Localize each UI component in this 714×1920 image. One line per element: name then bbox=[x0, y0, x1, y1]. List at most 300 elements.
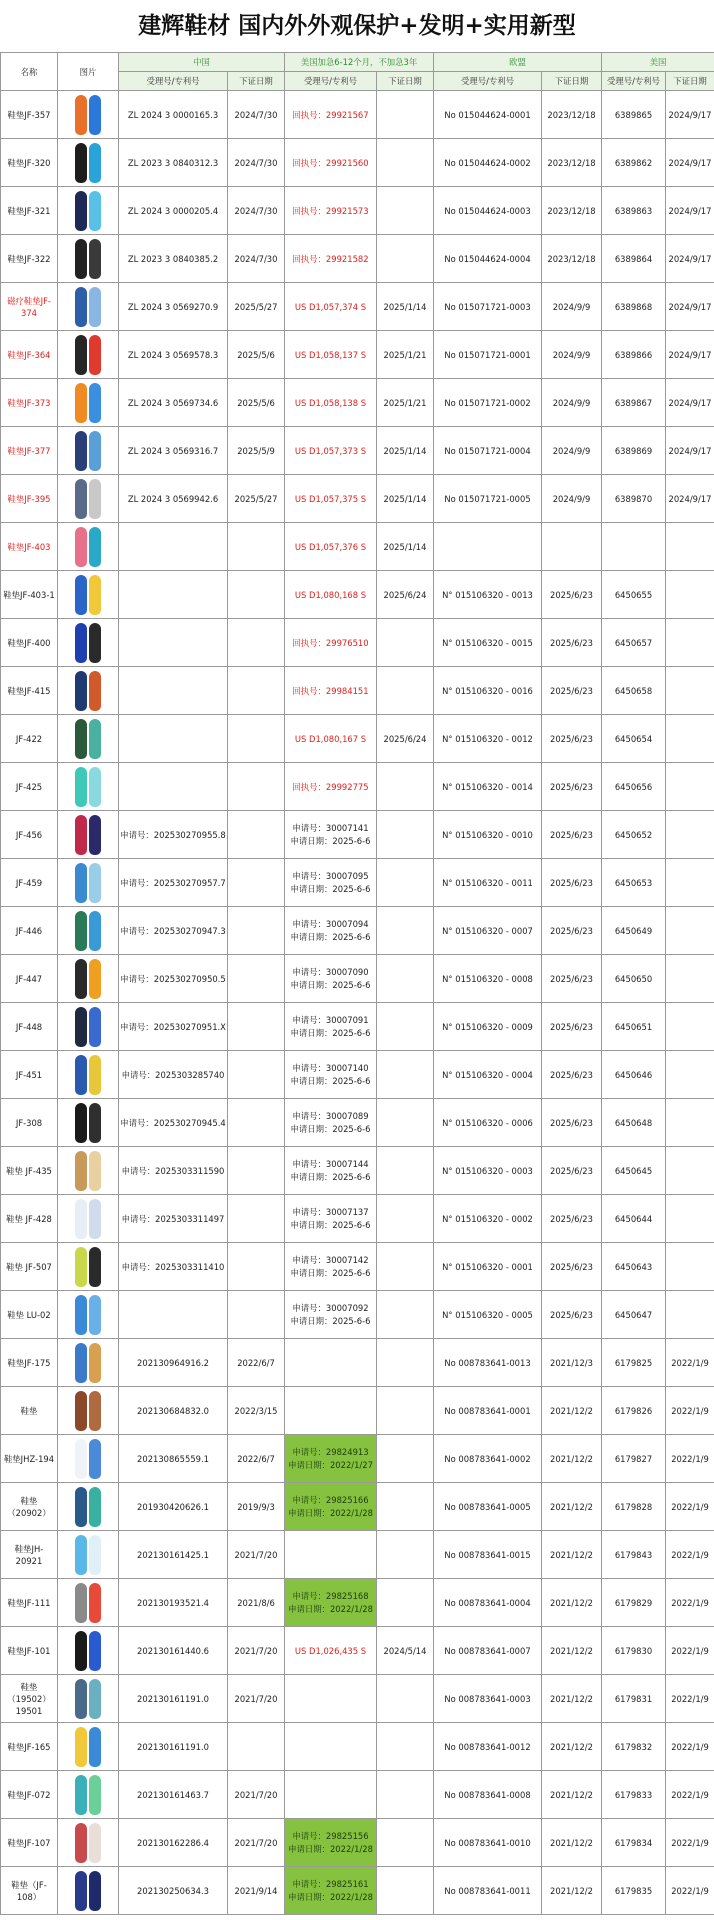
us-application-number: 申请号：30007144 bbox=[292, 1158, 369, 1169]
insole-left bbox=[75, 575, 87, 615]
insole-right bbox=[89, 1871, 101, 1911]
insole-right bbox=[89, 863, 101, 903]
cn-date: 2025/5/27 bbox=[228, 475, 285, 523]
eu-date: 2025/6/23 bbox=[542, 1243, 602, 1291]
us-expedited-number: 回执号：29921560 bbox=[285, 139, 377, 187]
cn-number: 申请号：202530270957.7 bbox=[119, 859, 228, 907]
us-expedited-number: 回执号：29984151 bbox=[285, 667, 377, 715]
cn-date bbox=[228, 811, 285, 859]
cn-date: 2021/8/6 bbox=[228, 1579, 285, 1627]
insole-right bbox=[89, 1343, 101, 1383]
product-name: 鞋垫JF-322 bbox=[1, 235, 58, 283]
us-expedited-date bbox=[377, 1339, 434, 1387]
us-number: 6389867 bbox=[602, 379, 666, 427]
us-expedited-date: 2024/5/14 bbox=[377, 1627, 434, 1675]
eu-number: No 015071721-0001 bbox=[434, 331, 542, 379]
group-us-expedited: 美国加急6-12个月，不加急3年 bbox=[285, 53, 434, 72]
insole-image bbox=[67, 717, 109, 761]
cn-number: ZL 2024 3 0569578.3 bbox=[119, 331, 228, 379]
table-body bbox=[1, 91, 714, 1915]
table-row bbox=[1, 1339, 714, 1387]
insole-right bbox=[89, 527, 101, 567]
eu-number: N° 015106320 - 0014 bbox=[434, 763, 542, 811]
insole-left bbox=[75, 1775, 87, 1815]
cn-number: 202130684832.0 bbox=[119, 1387, 228, 1435]
insole-left bbox=[75, 815, 87, 855]
eu-number: N° 015106320 - 0009 bbox=[434, 1003, 542, 1051]
us-application-number: 申请号：30007095 bbox=[292, 870, 369, 881]
us-application-number: 申请号：30007092 bbox=[292, 1302, 369, 1313]
table-row bbox=[1, 427, 714, 475]
insole-left bbox=[75, 671, 87, 711]
product-image bbox=[58, 715, 119, 763]
insole-image bbox=[67, 525, 109, 569]
eu-date: 2021/12/2 bbox=[542, 1579, 602, 1627]
us-expedited-number bbox=[285, 1003, 377, 1051]
cn-date bbox=[228, 763, 285, 811]
us-expedited-date: 2025/1/14 bbox=[377, 427, 434, 475]
eu-number: No 015044624-0003 bbox=[434, 187, 542, 235]
table-row bbox=[1, 187, 714, 235]
us-application-date: 申请日期：2022/1/27 bbox=[288, 1459, 373, 1470]
insole-right bbox=[89, 815, 101, 855]
us-number: 6179828 bbox=[602, 1483, 666, 1531]
us-expedited-date bbox=[377, 1579, 434, 1627]
eu-number: No 015071721-0004 bbox=[434, 427, 542, 475]
us-expedited-number: US D1,057,376 S bbox=[285, 523, 377, 571]
table-row bbox=[1, 955, 714, 1003]
insole-image bbox=[67, 1101, 109, 1145]
eu-date: 2025/6/23 bbox=[542, 715, 602, 763]
table-row bbox=[1, 1387, 714, 1435]
us-expedited-date bbox=[377, 91, 434, 139]
cn-date bbox=[228, 955, 285, 1003]
product-name: 鞋垫JF-321 bbox=[1, 187, 58, 235]
insole-right bbox=[89, 1631, 101, 1671]
insole-image bbox=[67, 1869, 109, 1913]
eu-date: 2021/12/2 bbox=[542, 1819, 602, 1867]
us-application-number: 申请号：30007137 bbox=[292, 1206, 369, 1217]
patent-table bbox=[0, 52, 714, 1915]
insole-left bbox=[75, 383, 87, 423]
us-date bbox=[666, 763, 714, 811]
cn-date bbox=[228, 1723, 285, 1771]
table-row bbox=[1, 1099, 714, 1147]
eu-date: 2025/6/23 bbox=[542, 955, 602, 1003]
us-number: 6179831 bbox=[602, 1675, 666, 1723]
cn-date: 2025/5/6 bbox=[228, 379, 285, 427]
insole-image bbox=[67, 1725, 109, 1769]
us-expedited-date bbox=[377, 1099, 434, 1147]
eu-date: 2025/6/23 bbox=[542, 1195, 602, 1243]
cn-number: ZL 2024 3 0569734.6 bbox=[119, 379, 228, 427]
cn-date: 2021/7/20 bbox=[228, 1771, 285, 1819]
us-expedited-date bbox=[377, 1003, 434, 1051]
us-number: 6450650 bbox=[602, 955, 666, 1003]
us-number: 6389865 bbox=[602, 91, 666, 139]
us-date: 2024/9/17 bbox=[666, 235, 714, 283]
insole-right bbox=[89, 287, 101, 327]
cn-date bbox=[228, 907, 285, 955]
product-image bbox=[58, 1531, 119, 1579]
us-expedited-number: 回执号：29992775 bbox=[285, 763, 377, 811]
product-name: 鞋垫（JF-108） bbox=[1, 1867, 58, 1915]
product-name: JF-456 bbox=[1, 811, 58, 859]
insole-right bbox=[89, 1535, 101, 1575]
insole-right bbox=[89, 383, 101, 423]
eu-number: N° 015106320 - 0015 bbox=[434, 619, 542, 667]
cn-date: 2025/5/27 bbox=[228, 283, 285, 331]
table-row bbox=[1, 331, 714, 379]
eu-date: 2025/6/23 bbox=[542, 1147, 602, 1195]
cn-number: 202130162286.4 bbox=[119, 1819, 228, 1867]
us-expedited-date bbox=[377, 235, 434, 283]
us-number: 6389866 bbox=[602, 331, 666, 379]
eu-number: N° 015106320 - 0002 bbox=[434, 1195, 542, 1243]
eu-date: 2021/12/2 bbox=[542, 1723, 602, 1771]
us-application-number: 申请号：29825161 bbox=[292, 1878, 369, 1889]
us-date: 2022/1/9 bbox=[666, 1339, 714, 1387]
us-number: 6450657 bbox=[602, 619, 666, 667]
product-name: 鞋垫（19502）19501 bbox=[1, 1675, 58, 1723]
table-row bbox=[1, 379, 714, 427]
us-expedited-number bbox=[285, 1819, 377, 1867]
insole-image bbox=[67, 957, 109, 1001]
insole-left bbox=[75, 287, 87, 327]
eu-number: No 015071721-0005 bbox=[434, 475, 542, 523]
us-expedited-date bbox=[377, 1675, 434, 1723]
cn-date: 2025/5/6 bbox=[228, 331, 285, 379]
insole-right bbox=[89, 1055, 101, 1095]
insole-image bbox=[67, 1437, 109, 1481]
us-date bbox=[666, 907, 714, 955]
product-image bbox=[58, 235, 119, 283]
us-application-date: 申请日期：2025-6-6 bbox=[290, 1075, 371, 1086]
us-expedited-number bbox=[285, 1867, 377, 1915]
us-number: 6450647 bbox=[602, 1291, 666, 1339]
insole-image bbox=[67, 1293, 109, 1337]
insole-left bbox=[75, 1247, 87, 1287]
product-name: 鞋垫JF-364 bbox=[1, 331, 58, 379]
cn-date: 2025/5/9 bbox=[228, 427, 285, 475]
product-image bbox=[58, 1675, 119, 1723]
insole-image bbox=[67, 1677, 109, 1721]
product-image bbox=[58, 139, 119, 187]
product-image bbox=[58, 763, 119, 811]
us-date bbox=[666, 1099, 714, 1147]
eu-number: No 015071721-0002 bbox=[434, 379, 542, 427]
insole-left bbox=[75, 911, 87, 951]
us-number: 6389863 bbox=[602, 187, 666, 235]
us-number: 6450643 bbox=[602, 1243, 666, 1291]
eu-date: 2025/6/23 bbox=[542, 811, 602, 859]
cn-date bbox=[228, 1243, 285, 1291]
insole-right bbox=[89, 1391, 101, 1431]
table-row bbox=[1, 1771, 714, 1819]
product-name: 鞋垫JHZ-194 bbox=[1, 1435, 58, 1483]
us-number: 6450652 bbox=[602, 811, 666, 859]
us-expedited-number: US D1,057,373 S bbox=[285, 427, 377, 475]
eu-number: N° 015106320 - 0008 bbox=[434, 955, 542, 1003]
insole-left bbox=[75, 1151, 87, 1191]
us-expedited-date bbox=[377, 1435, 434, 1483]
insole-left bbox=[75, 1871, 87, 1911]
cn-date bbox=[228, 1003, 285, 1051]
product-name: 鞋垫JF-165 bbox=[1, 1723, 58, 1771]
us-expedited-date bbox=[377, 187, 434, 235]
eu-number: N° 015106320 - 0010 bbox=[434, 811, 542, 859]
sub-header: 下证日期 bbox=[377, 72, 434, 91]
us-expedited-number: 回执号：29921567 bbox=[285, 91, 377, 139]
insole-left bbox=[75, 1631, 87, 1671]
eu-number: N° 015106320 - 0013 bbox=[434, 571, 542, 619]
product-image bbox=[58, 1291, 119, 1339]
us-application-number: 申请号：29825156 bbox=[292, 1830, 369, 1841]
insole-right bbox=[89, 431, 101, 471]
us-number: 6179829 bbox=[602, 1579, 666, 1627]
sub-header: 受理号/专利号 bbox=[434, 72, 542, 91]
us-expedited-date bbox=[377, 1483, 434, 1531]
insole-image bbox=[67, 621, 109, 665]
eu-date: 2025/6/23 bbox=[542, 907, 602, 955]
us-expedited-date bbox=[377, 1147, 434, 1195]
insole-image bbox=[67, 93, 109, 137]
eu-date: 2021/12/2 bbox=[542, 1531, 602, 1579]
cn-date: 2024/7/30 bbox=[228, 235, 285, 283]
us-expedited-date bbox=[377, 1531, 434, 1579]
us-application-number: 申请号：29824913 bbox=[292, 1446, 369, 1457]
us-date: 2022/1/9 bbox=[666, 1819, 714, 1867]
insole-right bbox=[89, 335, 101, 375]
insole-right bbox=[89, 1583, 101, 1623]
us-expedited-date: 2025/6/24 bbox=[377, 715, 434, 763]
insole-image bbox=[67, 1149, 109, 1193]
us-number: 6450655 bbox=[602, 571, 666, 619]
us-date bbox=[666, 1051, 714, 1099]
us-expedited-date: 2025/1/14 bbox=[377, 283, 434, 331]
eu-date: 2021/12/2 bbox=[542, 1483, 602, 1531]
us-expedited-date bbox=[377, 667, 434, 715]
insole-image bbox=[67, 429, 109, 473]
insole-image bbox=[67, 765, 109, 809]
eu-date: 2021/12/2 bbox=[542, 1867, 602, 1915]
us-expedited-number: US D1,080,168 S bbox=[285, 571, 377, 619]
insole-image bbox=[67, 333, 109, 377]
us-application-date: 申请日期：2022/1/28 bbox=[288, 1507, 373, 1518]
table-row bbox=[1, 1051, 714, 1099]
product-image bbox=[58, 283, 119, 331]
group-us: 美国 bbox=[602, 53, 714, 72]
us-expedited-date: 2025/1/21 bbox=[377, 331, 434, 379]
product-image bbox=[58, 427, 119, 475]
cn-date: 2019/9/3 bbox=[228, 1483, 285, 1531]
product-image bbox=[58, 1099, 119, 1147]
product-name: 鞋垫（20902） bbox=[1, 1483, 58, 1531]
cn-date bbox=[228, 1051, 285, 1099]
table-row bbox=[1, 139, 714, 187]
cn-number: ZL 2024 3 0569316.7 bbox=[119, 427, 228, 475]
table-row bbox=[1, 523, 714, 571]
us-application-date: 申请日期：2025-6-6 bbox=[290, 883, 371, 894]
us-application-date: 申请日期：2025-6-6 bbox=[290, 835, 371, 846]
table-row bbox=[1, 1819, 714, 1867]
cn-date: 2024/7/30 bbox=[228, 187, 285, 235]
product-name: JF-425 bbox=[1, 763, 58, 811]
table-row bbox=[1, 1195, 714, 1243]
insole-left bbox=[75, 335, 87, 375]
product-image bbox=[58, 187, 119, 235]
insole-image bbox=[67, 477, 109, 521]
eu-number: N° 015106320 - 0012 bbox=[434, 715, 542, 763]
us-application-date: 申请日期：2022/1/28 bbox=[288, 1843, 373, 1854]
eu-number: No 015044624-0004 bbox=[434, 235, 542, 283]
eu-date: 2025/6/23 bbox=[542, 1291, 602, 1339]
eu-number: No 008783641-0003 bbox=[434, 1675, 542, 1723]
us-expedited-date bbox=[377, 1051, 434, 1099]
us-expedited-number: US D1,057,375 S bbox=[285, 475, 377, 523]
cn-date bbox=[228, 1099, 285, 1147]
us-expedited-number bbox=[285, 1195, 377, 1243]
us-date: 2022/1/9 bbox=[666, 1627, 714, 1675]
us-expedited-number bbox=[285, 859, 377, 907]
cn-number bbox=[119, 715, 228, 763]
us-number: 6389870 bbox=[602, 475, 666, 523]
product-name: JF-422 bbox=[1, 715, 58, 763]
us-date: 2022/1/9 bbox=[666, 1771, 714, 1819]
us-number: 6389862 bbox=[602, 139, 666, 187]
eu-number: N° 015106320 - 0016 bbox=[434, 667, 542, 715]
cn-date: 2022/3/15 bbox=[228, 1387, 285, 1435]
eu-number: No 008783641-0010 bbox=[434, 1819, 542, 1867]
us-number: 6389868 bbox=[602, 283, 666, 331]
us-expedited-date: 2025/1/14 bbox=[377, 475, 434, 523]
eu-date: 2025/6/23 bbox=[542, 1099, 602, 1147]
us-expedited-number: 回执号：29921573 bbox=[285, 187, 377, 235]
us-expedited-date bbox=[377, 907, 434, 955]
product-name: 鞋垫JF-395 bbox=[1, 475, 58, 523]
cn-number: 202130865559.1 bbox=[119, 1435, 228, 1483]
eu-date: 2021/12/2 bbox=[542, 1675, 602, 1723]
eu-number: No 008783641-0012 bbox=[434, 1723, 542, 1771]
insole-right bbox=[89, 1679, 101, 1719]
us-application-number: 申请号：30007094 bbox=[292, 918, 369, 929]
insole-image bbox=[67, 813, 109, 857]
product-name: 鞋垫JF-111 bbox=[1, 1579, 58, 1627]
us-expedited-number bbox=[285, 1771, 377, 1819]
table-row bbox=[1, 1003, 714, 1051]
insole-image bbox=[67, 1485, 109, 1529]
us-expedited-number bbox=[285, 1291, 377, 1339]
us-date: 2024/9/17 bbox=[666, 187, 714, 235]
us-number: 6450644 bbox=[602, 1195, 666, 1243]
us-expedited-date bbox=[377, 859, 434, 907]
us-number: 6389869 bbox=[602, 427, 666, 475]
insole-image bbox=[67, 141, 109, 185]
us-expedited-date bbox=[377, 763, 434, 811]
cn-date bbox=[228, 619, 285, 667]
insole-image bbox=[67, 573, 109, 617]
us-number: 6179825 bbox=[602, 1339, 666, 1387]
product-image bbox=[58, 1195, 119, 1243]
cn-number: 申请号：202530270945.4 bbox=[119, 1099, 228, 1147]
cn-number bbox=[119, 619, 228, 667]
eu-number: No 008783641-0007 bbox=[434, 1627, 542, 1675]
insole-right bbox=[89, 959, 101, 999]
sub-header: 下证日期 bbox=[666, 72, 714, 91]
eu-number: N° 015106320 - 0006 bbox=[434, 1099, 542, 1147]
eu-date: 2023/12/18 bbox=[542, 139, 602, 187]
cn-number bbox=[119, 667, 228, 715]
product-name: 鞋垫 JF-435 bbox=[1, 1147, 58, 1195]
product-name: JF-459 bbox=[1, 859, 58, 907]
us-application-number: 申请号：30007089 bbox=[292, 1110, 369, 1121]
us-date: 2022/1/9 bbox=[666, 1579, 714, 1627]
eu-date: 2025/6/23 bbox=[542, 1003, 602, 1051]
us-expedited-number: US D1,058,138 S bbox=[285, 379, 377, 427]
insole-left bbox=[75, 431, 87, 471]
cn-number: 202130161425.1 bbox=[119, 1531, 228, 1579]
cn-date: 2021/7/20 bbox=[228, 1819, 285, 1867]
us-number: 6179826 bbox=[602, 1387, 666, 1435]
product-name: JF-448 bbox=[1, 1003, 58, 1051]
product-image bbox=[58, 475, 119, 523]
product-image bbox=[58, 1387, 119, 1435]
product-image bbox=[58, 1579, 119, 1627]
product-image bbox=[58, 379, 119, 427]
cn-number bbox=[119, 763, 228, 811]
product-name: 鞋垫JF-107 bbox=[1, 1819, 58, 1867]
product-name: 鞋垫JF-400 bbox=[1, 619, 58, 667]
us-expedited-number bbox=[285, 1723, 377, 1771]
us-application-number: 申请号：30007091 bbox=[292, 1014, 369, 1025]
us-expedited-date: 2025/1/14 bbox=[377, 523, 434, 571]
us-number: 6179843 bbox=[602, 1531, 666, 1579]
us-date: 2024/9/17 bbox=[666, 91, 714, 139]
us-date: 2022/1/9 bbox=[666, 1675, 714, 1723]
cn-number: 申请号：202530270955.8 bbox=[119, 811, 228, 859]
us-application-number: 申请号：29825166 bbox=[292, 1494, 369, 1505]
insole-right bbox=[89, 1487, 101, 1527]
us-expedited-number bbox=[285, 1675, 377, 1723]
us-expedited-number: 回执号：29921582 bbox=[285, 235, 377, 283]
us-date bbox=[666, 571, 714, 619]
insole-right bbox=[89, 767, 101, 807]
cn-number: ZL 2023 3 0840385.2 bbox=[119, 235, 228, 283]
insole-image bbox=[67, 909, 109, 953]
insole-right bbox=[89, 143, 101, 183]
us-date: 2024/9/17 bbox=[666, 139, 714, 187]
product-image bbox=[58, 1003, 119, 1051]
insole-right bbox=[89, 479, 101, 519]
insole-left bbox=[75, 1343, 87, 1383]
product-name: 鞋垫 bbox=[1, 1387, 58, 1435]
eu-number: No 008783641-0002 bbox=[434, 1435, 542, 1483]
us-date bbox=[666, 811, 714, 859]
eu-date: 2024/9/9 bbox=[542, 331, 602, 379]
table-row bbox=[1, 859, 714, 907]
eu-date: 2023/12/18 bbox=[542, 187, 602, 235]
us-number: 6179835 bbox=[602, 1867, 666, 1915]
eu-number: N° 015106320 - 0001 bbox=[434, 1243, 542, 1291]
us-number: 6179834 bbox=[602, 1819, 666, 1867]
us-application-number: 申请号：30007141 bbox=[292, 822, 369, 833]
insole-image bbox=[67, 1245, 109, 1289]
insole-image bbox=[67, 861, 109, 905]
insole-left bbox=[75, 191, 87, 231]
eu-date: 2023/12/18 bbox=[542, 235, 602, 283]
cn-date: 2021/7/20 bbox=[228, 1675, 285, 1723]
us-date bbox=[666, 667, 714, 715]
